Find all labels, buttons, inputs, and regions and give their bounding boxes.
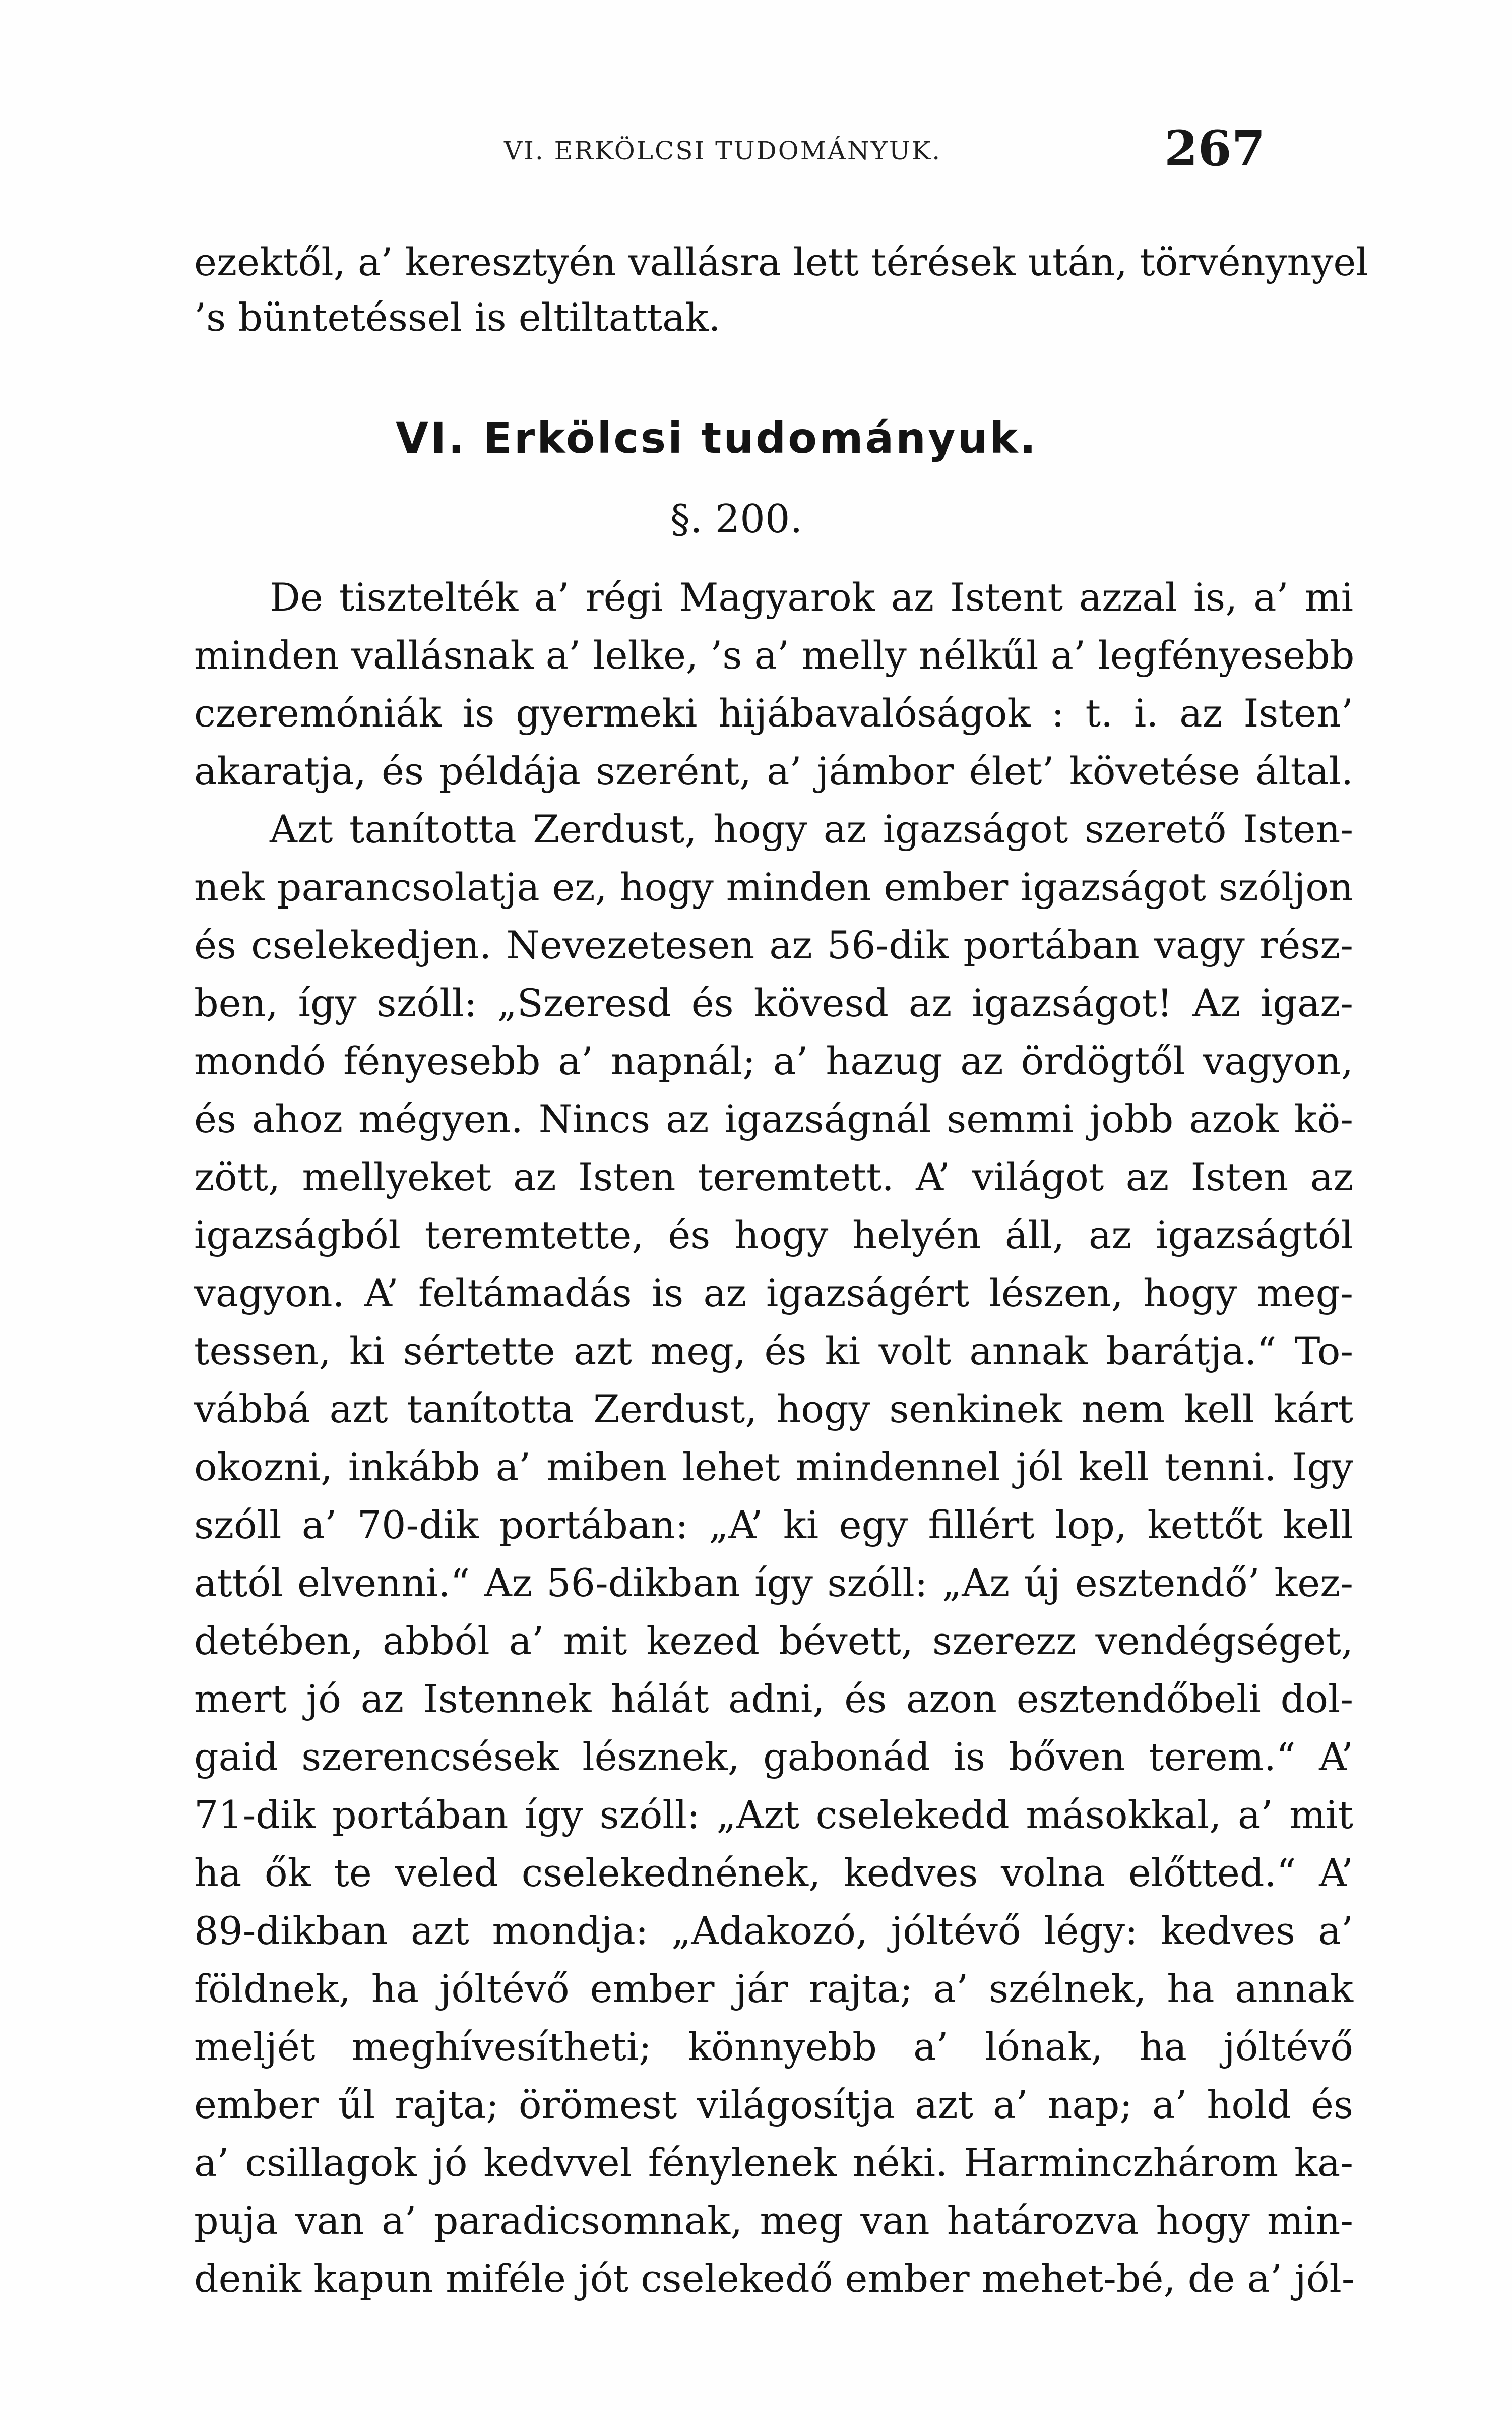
body-line: meljét meghívesítheti; könnyebb a’ lónak, ha jóltévő: [194, 2024, 1353, 2069]
body-line: puja van a’ paradicsomnak, meg van határozva hogy min-: [194, 2198, 1353, 2243]
page-number: 267: [1164, 120, 1266, 177]
intro-line: ezektől, a’ keresztyén vallásra lett térések után, törvénynyel: [194, 239, 1368, 284]
body-line: és cselekedjen. Nevezetesen az 56-dik portában vagy rész-: [194, 923, 1353, 967]
section-heading: VI. Erkölcsi tudományuk.: [396, 413, 1038, 463]
body-line: akaratja, és példája szerént, a’ jámbor élet’ követése által.: [194, 749, 1353, 794]
body-line: mondó fényesebb a’ napnál; a’ hazug az ördögtől vagyon,: [194, 1039, 1353, 1083]
running-head: VI. ERKÖLCSI TUDOMÁNYUK.: [504, 136, 942, 165]
body-line: szóll a’ 70-dik portában: „A’ ki egy fillért lop, kettőt kell: [194, 1502, 1353, 1547]
body-line: földnek, ha jóltévő ember jár rajta; a’ szélnek, ha annak: [194, 1966, 1353, 2011]
body-line: igazságból teremtette, és hogy helyén áll, az igazságtól: [194, 1213, 1353, 1257]
body-line: 89-dikban azt mondja: „Adakozó, jóltévő légy: kedves a’: [194, 1908, 1353, 1953]
intro-line: ’s büntetéssel is eltiltattak.: [194, 295, 721, 340]
body-line: gaid szerencsések lésznek, gabonád is bőven terem.“ A’: [194, 1734, 1353, 1779]
body-line: tessen, ki sértette azt meg, és ki volt annak barátja.“ To-: [194, 1328, 1353, 1373]
body-line: Azt tanította Zerdust, hogy az igazságot szerető Isten-: [270, 807, 1353, 852]
body-line: és ahoz mégyen. Nincs az igazságnál semmi jobb azok kö-: [194, 1097, 1353, 1141]
body-line: detében, abból a’ mit kezed bévett, szerezz vendégséget,: [194, 1618, 1353, 1663]
body-line: attól elvenni.“ Az 56-dikban így szóll: „Az új esztendő’ kez-: [194, 1560, 1353, 1605]
body-line: czeremóniák is gyermeki hijábavalóságok : t. i. az Isten’: [194, 691, 1353, 736]
body-line: okozni, inkább a’ miben lehet mindennel jól kell tenni. Igy: [194, 1444, 1353, 1489]
body-line: ember űl rajta; örömest világosítja azt a’ nap; a’ hold és: [194, 2082, 1353, 2127]
section-number: §. 200.: [670, 497, 803, 542]
body-line: nek parancsolatja ez, hogy minden ember igazságot szóljon: [194, 865, 1353, 910]
body-line: ben, így szóll: „Szeresd és kövesd az igazságot! Az igaz-: [194, 981, 1353, 1025]
body-line: mert jó az Istennek hálát adni, és azon esztendőbeli dol-: [194, 1676, 1353, 1721]
body-line: vagyon. A’ feltámadás is az igazságért lészen, hogy meg-: [194, 1270, 1353, 1315]
body-line: a’ csillagok jó kedvvel fénylenek néki. Harminczhárom ka-: [194, 2140, 1353, 2185]
body-line: denik kapun miféle jót cselekedő ember mehet-bé, de a’ jól-: [194, 2256, 1355, 2301]
body-line: 71-dik portában így szóll: „Azt cselekedd másokkal, a’ mit: [194, 1792, 1353, 1837]
body-line: minden vallásnak a’ lelke, ’s a’ melly nélkűl a’ legfényesebb: [194, 633, 1355, 678]
body-line: vábbá azt tanította Zerdust, hogy senkinek nem kell kárt: [194, 1386, 1353, 1431]
body-line: zött, mellyeket az Isten teremtett. A’ világot az Isten az: [194, 1155, 1353, 1199]
body-line: De tisztelték a’ régi Magyarok az Istent azzal is, a’ mi: [270, 575, 1353, 620]
body-line: ha ők te veled cselekednének, kedves volna előtted.“ A’: [194, 1850, 1353, 1895]
